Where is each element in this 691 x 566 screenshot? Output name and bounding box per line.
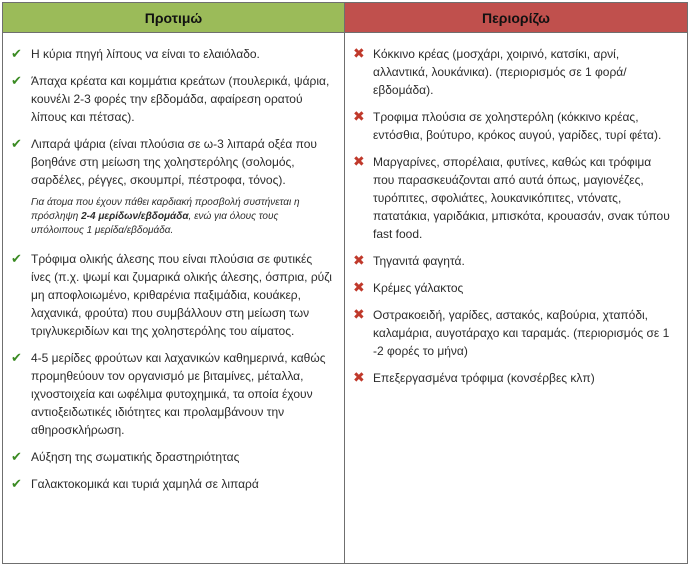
- cross-icon: ✖: [353, 153, 365, 169]
- list-item: ✔ 4-5 μερίδες φρούτων και λαχανικών καθημερινά, καθώς προμηθεύουν τον οργανισμό με βιταμίνες, μέταλλα, ιχνοστοιχεία και ωφέλιμα φυτοχημικά, τα οποία έχουν αντιοξειδωτικές ιδιότητες και προλαμβάνουν την αθηροσκλήρωση.: [11, 350, 326, 437]
- list-item: ✖ Κόκκινο κρέας (μοσχάρι, χοιρινό, κατσίκι, αρνί, αλλαντικά, λουκάνικα). (περιορισμός σε 1 φορά/εβδομάδα).: [353, 45, 627, 97]
- prefer-header: Προτιμώ: [3, 3, 345, 33]
- list-item: ✔ Λιπαρά ψάρια (είναι πλούσια σε ω-3 λιπαρά οξέα που βοηθάνε στη μείωση της χοληστερόλης (σολομός, σαρδέλες, ρέγγες, σκουμπρί, πέστροφα, τόνος).: [11, 136, 317, 187]
- list-item: ✔ Γαλακτοκομικά και τυριά χαμηλά σε λιπαρά: [11, 476, 259, 491]
- check-icon: ✔: [11, 136, 22, 151]
- diet-table: [2, 2, 688, 564]
- list-item: ✔ Τρόφιμα ολικής άλεσης που είναι πλούσια σε φυτικές ίνες (π.χ. ψωμί και ζυμαρικά ολικής άλεσης, όσπρια, ρύζι μη αποφλοιωμένο, κριθαρένια παξιμάδια, κουάκερ, λαχανικά, φρούτα) που συμβάλλουν στη μείωση των τριγλυκεριδίων και της χοληστερόλης του αίματος.: [11, 251, 332, 338]
- check-icon: ✔: [11, 476, 22, 491]
- list-item: ✔ Αύξηση της σωματικής δραστηριότητας: [11, 449, 240, 464]
- check-icon: ✔: [11, 350, 22, 365]
- check-icon: ✔: [11, 73, 22, 88]
- cross-icon: ✖: [353, 279, 365, 295]
- limit-column: [345, 33, 687, 563]
- check-icon: ✔: [11, 449, 22, 464]
- list-item: ✖ Τηγανιτά φαγητά.: [353, 252, 465, 268]
- list-item: ✔ Άπαχα κρέατα και κομμάτια κρεάτων (πουλερικά, ψάρια, κουνέλι 2-3 φορές την εβδομάδα, αφαίρεση ορατού λίπους και πέτσας).: [11, 73, 330, 124]
- limit-header: Περιορίζω: [345, 3, 687, 33]
- check-icon: ✔: [11, 251, 22, 266]
- list-item: ✖ Οστρακοειδή, γαρίδες, αστακός, καβούρια, χταπόδι, καλαμάρια, αυγοτάραχο και ταραμάς. (περιορισμός σε 1 -2 φορές το μήνα): [353, 306, 670, 358]
- cross-icon: ✖: [353, 306, 365, 322]
- list-item: ✖ Μαργαρίνες, σπορέλαια, φυτίνες, καθώς και τρόφιμα που παρασκευάζονται από αυτά όπως, μαγιονέζες, τυρόπιτες, σφολιάτες, λουκανικόπιτες, ντόνατς, πατατάκια, γαριδάκια, μπισκότα, κρουασάν, σνακ τύπου fast food.: [353, 153, 670, 241]
- list-item: ✖ Τροφιμα πλούσια σε χοληστερόλη (κόκκινο κρέας, εντόσθια, βούτυρο, κρόκος αυγού, γαρίδες, τυρί φέτα).: [353, 108, 662, 142]
- check-icon: ✔: [11, 46, 22, 61]
- prefer-column: [3, 33, 345, 563]
- list-item: ✖ Επεξεργασμένα τρόφιμα (κονσέρβες κλπ): [353, 369, 595, 385]
- cross-icon: ✖: [353, 252, 365, 268]
- fish-note: Για άτομα που έχουν πάθει καρδιακή προσβολή συστήνεται η πρόσληψη 2-4 μερίδων/εβδομάδα, ενώ για όλους τους υπόλοιπους 1 μερίδα/εβδομάδα.: [31, 197, 300, 236]
- cross-icon: ✖: [353, 369, 365, 385]
- cross-icon: ✖: [353, 108, 365, 124]
- list-item: ✖ Κρέμες γάλακτος: [353, 279, 464, 295]
- list-item: ✔ Η κύρια πηγή λίπους να είναι το ελαιόλαδο.: [11, 46, 260, 61]
- cross-icon: ✖: [353, 45, 365, 61]
